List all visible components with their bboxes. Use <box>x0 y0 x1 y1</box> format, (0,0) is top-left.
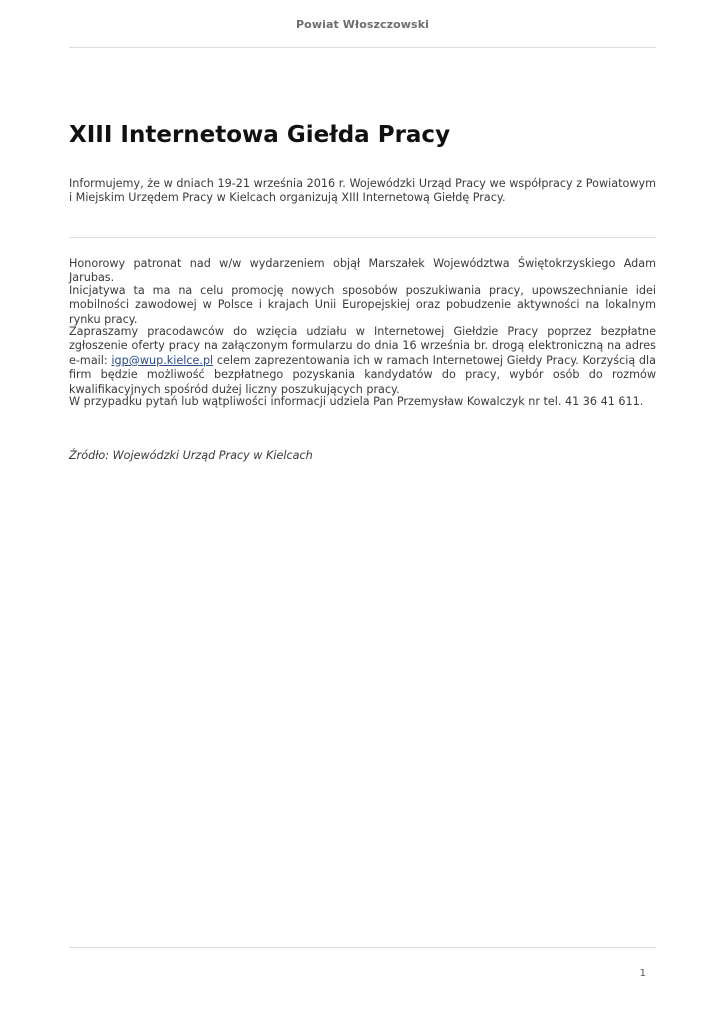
site-name-header: Powiat Włoszczowski <box>296 18 429 31</box>
invitation-text-after: celem zaprezentowania ich w ramach Internetowej Giełdy Pracy. Korzyścią dla firm będzie możliwość bezpłatnego pozyskania kandydatów do pracy, wybór osób do rozmów kwalifikacyjnych spośród dużej liczny poszukujących pracy. <box>69 353 656 396</box>
article-lead: Informujemy, że w dniach 19-21 września 2016 r. Wojewódzki Urząd Pracy we współpracy z Powiatowym i Miejskim Urzędem Pracy w Kielcach organizują XIII Internetową Giełdę Pracy. <box>69 177 656 205</box>
article-paragraph-initiative: Inicjatywa ta ma na celu promocję nowych sposobów poszukiwania pracy, upowszechnianie idei mobilności zawodowej w Polsce i krajach Unii Europejskiej oraz pobudzenie aktywności na lokalnym rynku pracy. <box>69 284 656 326</box>
email-link[interactable]: igp@wup.kielce.pl <box>111 353 214 367</box>
header-divider <box>69 47 656 48</box>
article-paragraph-contact: W przypadku pytań lub wątpliwości informacji udziela Pan Przemysław Kowalczyk nr tel. 41 36 41 611. <box>69 395 644 408</box>
invitation-text-before: Zapraszamy pracodawców do wzięcia udziału w Internetowej Giełdzie Pracy poprzez bezpłatne zgłoszenie oferty pracy na załączonym formularzu do dnia 16 września br. drogą elektroniczną na adres e-mail: <box>69 325 656 367</box>
article-paragraph-patronage: Honorowy patronat nad w/w wydarzeniem objął Marszałek Województwa Świętokrzyskiego Adam Jarubas. <box>69 257 656 285</box>
article-source: Źródło: Wojewódzki Urząd Pracy w Kielcach <box>69 449 313 462</box>
article-paragraph-invitation <box>69 325 656 397</box>
footer-divider <box>69 947 656 948</box>
page-number: 1 <box>639 968 646 979</box>
lead-divider <box>69 237 656 238</box>
page-title: XIII Internetowa Giełda Pracy <box>69 122 451 148</box>
